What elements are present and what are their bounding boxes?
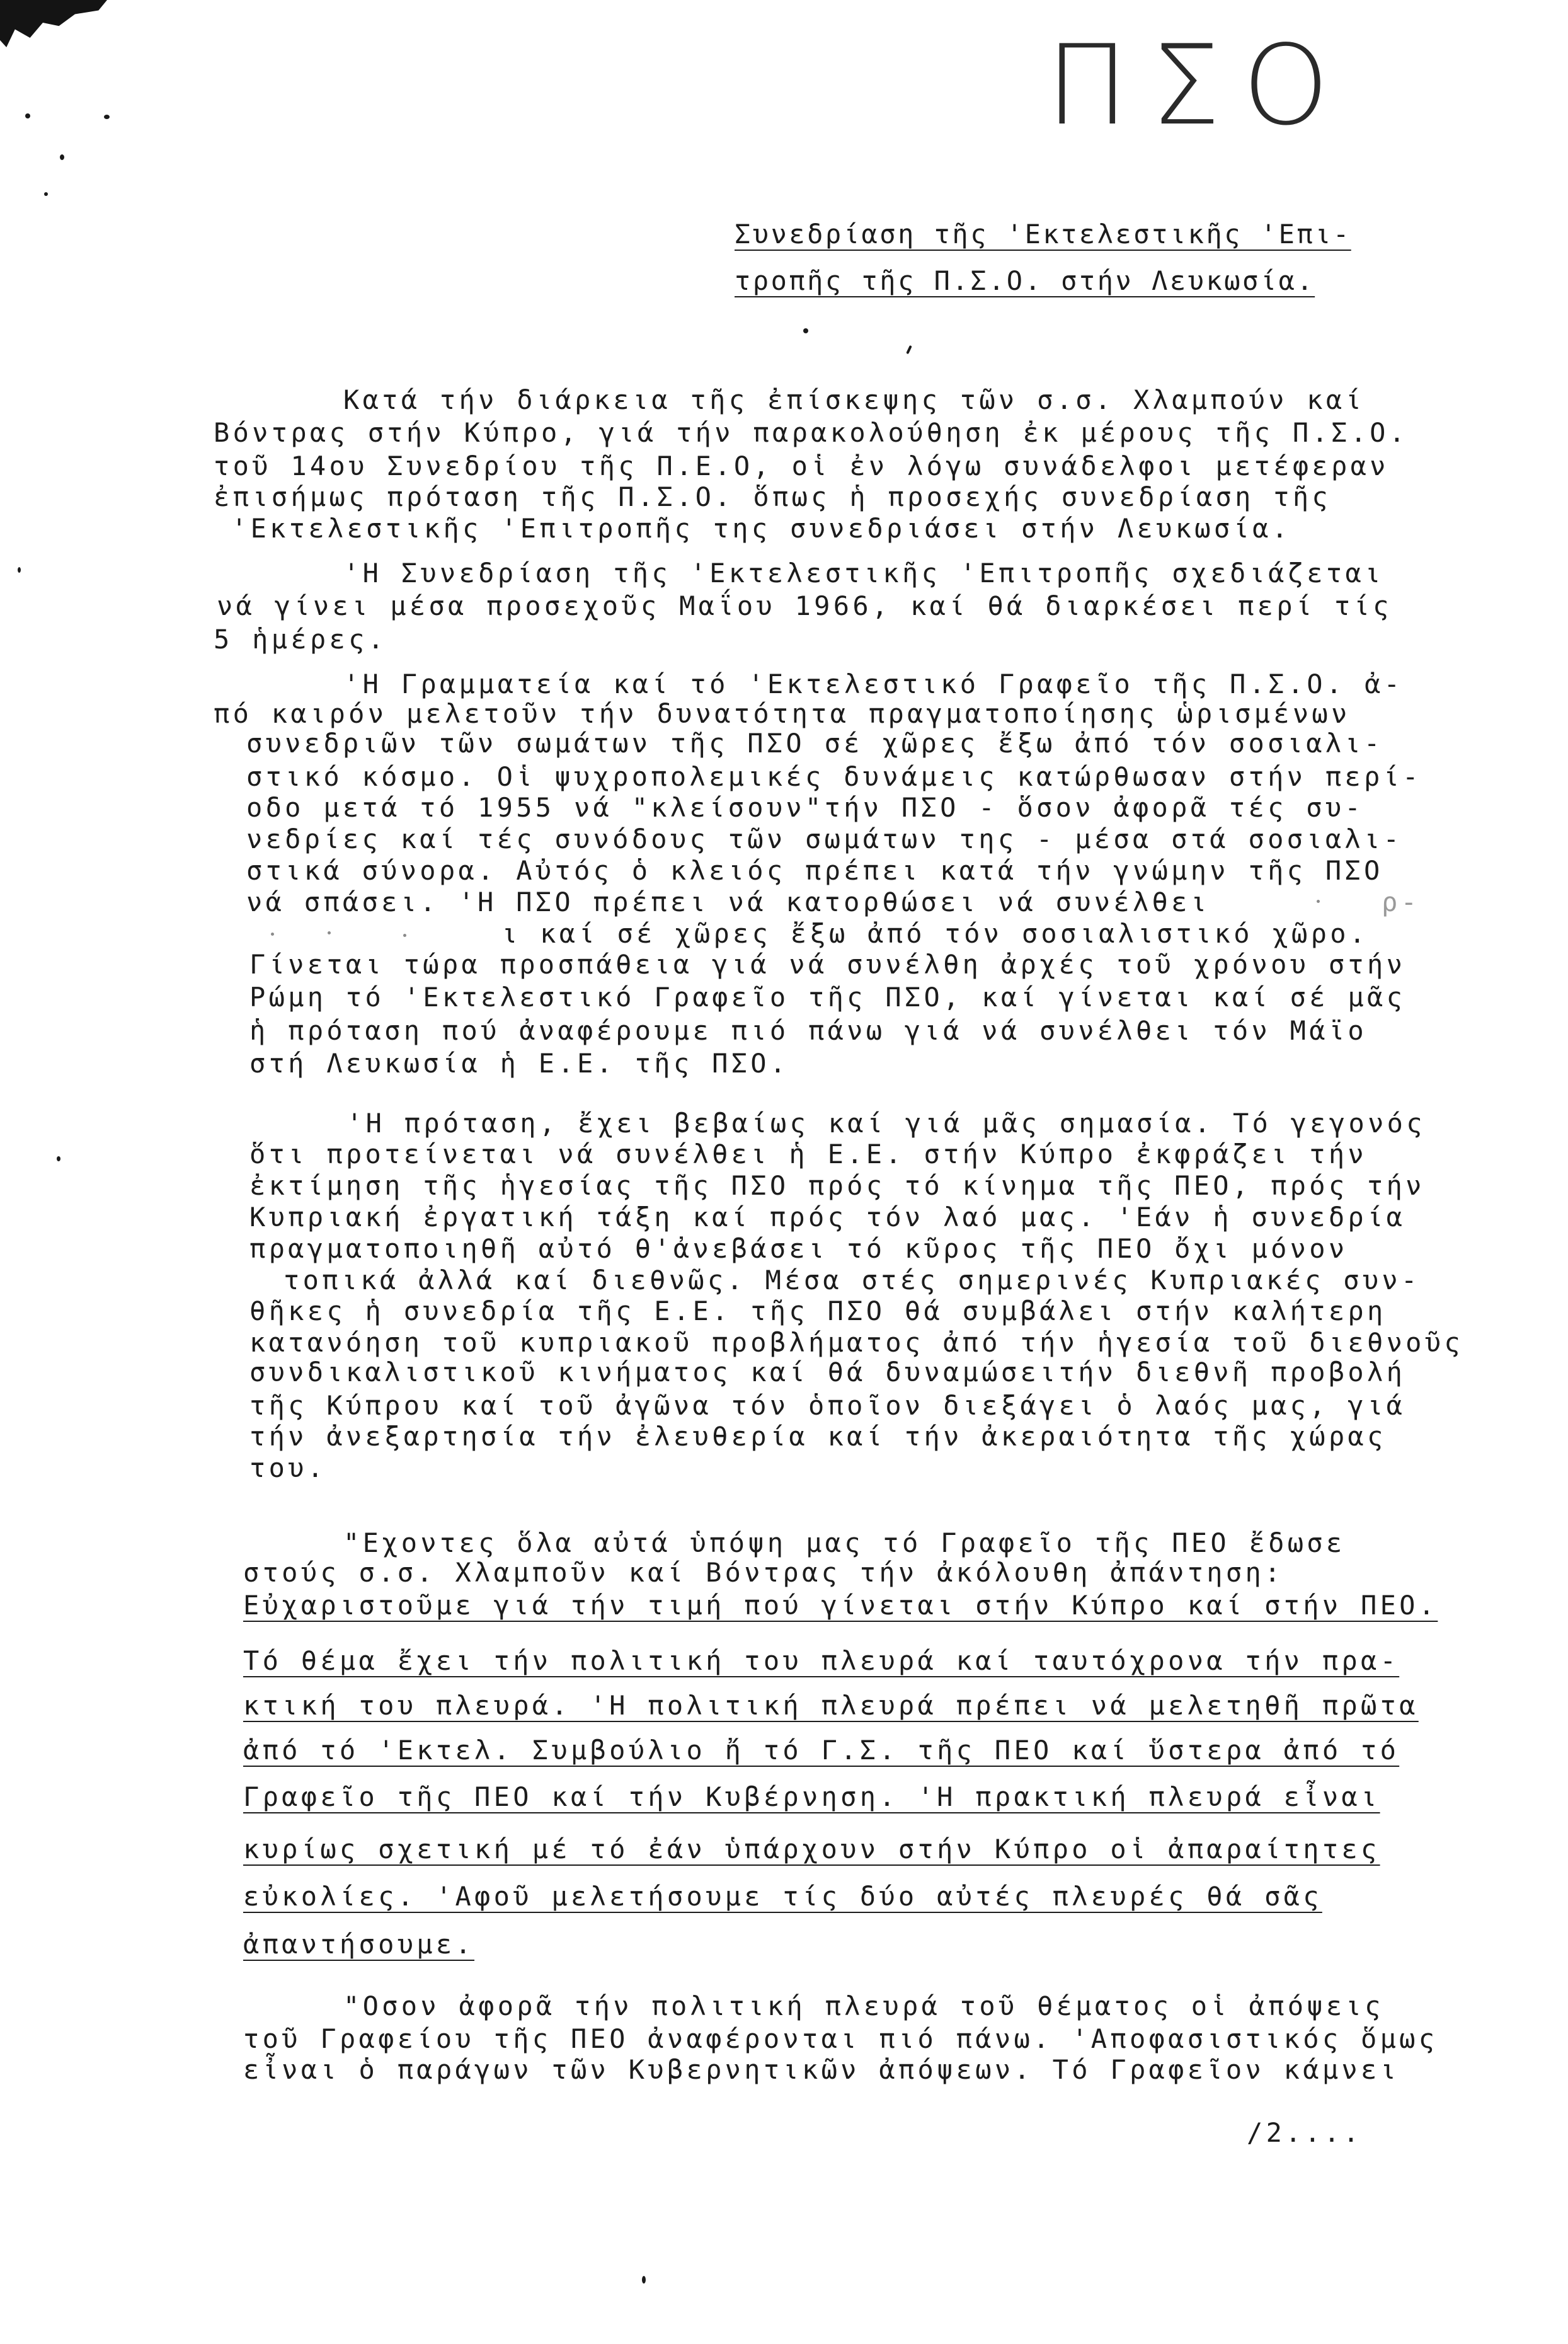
- page-continuation-marker: /2....: [1247, 2117, 1363, 2148]
- text-line: ἐκτίμηση τῆς ἡγεσίας τῆς ΠΣΟ πρός τό κίνημα τῆς ΠΕΟ, πρός τήν: [249, 1170, 1425, 1201]
- text-line: στικό κόσμο. Οἱ ψυχροπολεμικές δυνάμεις κατώρθωσαν στήν περί-: [246, 761, 1422, 792]
- scan-speck: [271, 933, 274, 936]
- text-line: Ρώμη τό 'Εκτελεστικό Γραφεῖο τῆς ΠΣΟ, καί γίνεται καί σέ μᾶς: [249, 982, 1406, 1013]
- scan-speck: [803, 328, 808, 333]
- text-line: πραγματοποιηθῆ αὐτό θ'ἀνεβάσει τό κῦρος τῆς ΠΕΟ ὄχι μόνον: [249, 1233, 1348, 1264]
- scan-speck: [18, 567, 21, 573]
- text-line: πό καιρόν μελετοῦν τήν δυνατότητα πραγματοποίησης ὡρισμένων: [214, 698, 1351, 729]
- text-line: ἡ πρόταση πού ἀναφέρουμε πιό πάνω γιά νά συνέλθει τόν Μάϊο: [249, 1015, 1367, 1046]
- text-line: του.: [249, 1452, 327, 1483]
- text-line: οδο μετά τό 1955 νά "κλείσουν"τήν ΠΣΟ - ὅσον ἀφορᾶ τές συ-: [246, 792, 1364, 823]
- text-line: 'Εκτελεστικῆς 'Επιτροπῆς της συνεδριάσει στήν Λευκωσία.: [231, 513, 1291, 544]
- underlined-text-line: κτική του πλευρά. 'Η πολιτική πλευρά πρέπει νά μελετηθῆ πρῶτα: [243, 1690, 1419, 1721]
- text-line: στή Λευκωσία ἡ Ε.Ε. τῆς ΠΣΟ.: [249, 1048, 789, 1079]
- underlined-text-line: Τό θέμα ἔχει τήν πολιτική του πλευρά καί ταυτόχρονα τήν πρα-: [243, 1645, 1400, 1676]
- underlined-text-line: Εὐχαριστοῦμε γιά τήν τιμή πού γίνεται στήν Κύπρο καί στήν ΠΕΟ.: [243, 1590, 1438, 1621]
- text-line: τοπικά ἀλλά καί διεθνῶς. Μέσα στές σημερινές Κυπριακές συν-: [283, 1265, 1421, 1296]
- handwritten-note: ΠΣΟ: [1046, 22, 1351, 150]
- text-line: "Εχοντες ὅλα αὐτά ὑπόψη μας τό Γραφεῖο τῆς ΠΕΟ ἔδωσε: [343, 1527, 1346, 1558]
- text-line: στούς σ.σ. Χλαμποῦν καί Βόντρας τήν ἀκόλουθη ἀπάντηση:: [243, 1557, 1284, 1588]
- text-line: ὅτι προτείνεται νά συνέλθει ἡ Ε.Ε. στήν Κύπρο ἐκφράζει τήν: [249, 1139, 1367, 1169]
- text-line: στικά σύνορα. Αὐτός ὁ κλειός πρέπει κατά τήν γνώμην τῆς ΠΣΟ: [246, 855, 1383, 886]
- scan-speck: [60, 154, 64, 160]
- scan-speck: [104, 115, 110, 119]
- text-line: τοῦ 14ου Συνεδρίου τῆς Π.Ε.Ο, οἱ ἐν λόγω συνάδελφοι μετέφεραν: [214, 451, 1389, 481]
- scan-blotch: [0, 0, 107, 47]
- text-line: τῆς Κύπρου καί τοῦ ἀγῶνα τόν ὁποῖον διεξάγει ὁ λαός μας, γιά: [249, 1390, 1406, 1421]
- text-line: συνδικαλιστικοῦ κινήματος καί θά δυναμώσειτήν διεθνῆ προβολή: [249, 1357, 1406, 1387]
- text-line: 'Η Συνεδρίαση τῆς 'Εκτελεστικῆς 'Επιτροπῆς σχεδιάζεται: [343, 558, 1384, 589]
- text-line: κατανόηση τοῦ κυπριακοῦ προβλήματος ἀπό τήν ἡγεσία τοῦ διεθνοῦς: [249, 1327, 1463, 1358]
- scan-speck: [44, 192, 48, 196]
- text-line: Κυπριακή ἐργατική τάξη καί πρός τόν λαό μας. 'Εάν ἡ συνεδρία: [249, 1202, 1406, 1232]
- scan-speck: [1317, 900, 1320, 903]
- text-line: 'Η Γραμματεία καί τό 'Εκτελεστικό Γραφεῖο τῆς Π.Σ.Ο. ἀ-: [343, 669, 1404, 699]
- text-line: Γίνεται τώρα προσπάθεια γιά νά συνέλθη ἀρχές τοῦ χρόνου στήν: [249, 949, 1406, 980]
- text-line: νά γίνει μέσα προσεχοῦς Μαΐου 1966, καί θά διαρκέσει περί τίς: [217, 590, 1392, 621]
- text-line: ι καί σέ χῶρες ἔξω ἀπό τόν σοσιαλιστικό χῶρο.: [501, 918, 1369, 949]
- text-line: ἐπισήμως πρόταση τῆς Π.Σ.Ο. ὅπως ἡ προσεχής συνεδρίαση τῆς: [214, 481, 1331, 512]
- scan-speck: [403, 934, 406, 937]
- underlined-text-line: κυρίως σχετική μέ τό ἐάν ὑπάρχουν στήν Κύπρο οἱ ἀπαραίτητες: [243, 1834, 1380, 1864]
- text-line: εἶναι ὁ παράγων τῶν Κυβερνητικῶν ἀπόψεων. Τό Γραφεῖον κάμνει: [243, 2054, 1400, 2085]
- scan-speck: [25, 113, 30, 118]
- scan-speck: [906, 345, 912, 354]
- text-line: Βόντρας στήν Κύπρο, γιά τήν παρακολούθηση ἐκ μέρους τῆς Π.Σ.Ο.: [214, 417, 1409, 448]
- text-line: νεδρίες καί τές συνόδους τῶν σωμάτων της - μέσα στά σοσιαλι-: [246, 824, 1403, 854]
- scan-speck: [328, 931, 331, 934]
- text-line: Κατά τήν διάρκεια τῆς ἐπίσκεψης τῶν σ.σ. Χλαμπούν καί: [343, 384, 1365, 415]
- text-line: τήν ἀνεξαρτησία τήν ἐλευθερία καί τήν ἀκεραιότητα τῆς χώρας: [249, 1421, 1387, 1452]
- faint-text-fragment: ρ-: [1382, 887, 1421, 917]
- title-line: Συνεδρίαση τῆς 'Εκτελεστικῆς 'Επι-: [735, 219, 1351, 250]
- underlined-text-line: ἀπό τό 'Εκτελ. Συμβούλιο ἤ τό Γ.Σ. τῆς ΠΕΟ καί ὕστερα ἀπό τό: [243, 1735, 1400, 1766]
- text-line: νά σπάσει. 'Η ΠΣΟ πρέπει νά κατορθώσει νά συνέλθει: [246, 887, 1210, 917]
- underlined-text-line: ἀπαντήσουμε.: [243, 1929, 475, 1960]
- text-line: 'Η πρόταση, ἔχει βεβαίως καί γιά μᾶς σημασία. Τό γεγονός: [346, 1108, 1426, 1139]
- scan-speck: [642, 2276, 646, 2284]
- text-line: "Οσον ἀφορᾶ τήν πολιτική πλευρά τοῦ θέματος οἱ ἀπόψεις: [343, 1991, 1384, 2021]
- underlined-text-line: Γραφεῖο τῆς ΠΕΟ καί τήν Κυβέρνηση. 'Η πρακτική πλευρά εἶναι: [243, 1781, 1380, 1812]
- text-line: θῆκες ἡ συνεδρία τῆς Ε.Ε. τῆς ΠΣΟ θά συμβάλει στήν καλήτερη: [249, 1296, 1387, 1326]
- text-line: 5 ἡμέρες.: [214, 624, 387, 655]
- scan-speck: [57, 1156, 60, 1161]
- text-line: συνεδριῶν τῶν σωμάτων τῆς ΠΣΟ σέ χῶρες ἔξω ἀπό τόν σοσιαλι-: [246, 728, 1383, 759]
- title-line: τροπῆς τῆς Π.Σ.Ο. στήν Λευκωσία.: [735, 265, 1315, 296]
- underlined-text-line: εὐκολίες. 'Αφοῦ μελετήσουμε τίς δύο αὐτές πλευρές θά σᾶς: [243, 1881, 1322, 1912]
- text-line: τοῦ Γραφείου τῆς ΠΕΟ ἀναφέρονται πιό πάνω. 'Αποφασιστικός ὅμως: [243, 2023, 1438, 2054]
